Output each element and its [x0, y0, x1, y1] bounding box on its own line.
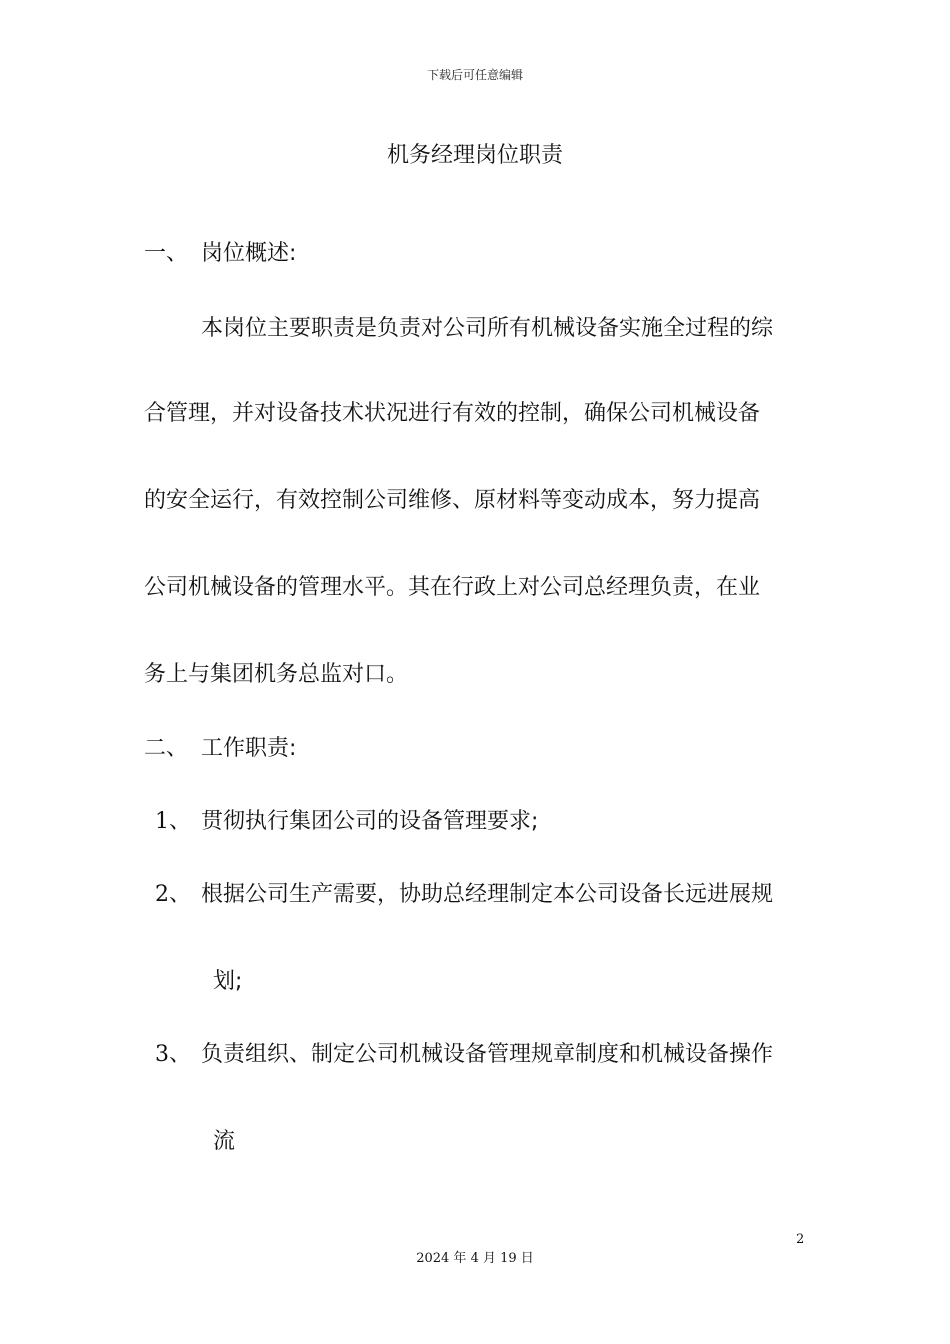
list-item-3-line-1: 负责组织、制定公司机械设备管理规章制度和机械设备操作 — [201, 1042, 774, 1067]
section1-line-1: 本岗位主要职责是负责对公司所有机械设备实施全过程的综 — [201, 316, 774, 341]
footer-date: 2024 年 4 月 19 日 — [416, 1251, 534, 1266]
list-item-2-line-1: 根据公司生产需要，协助总经理制定本公司设备长远进展规 — [201, 882, 774, 907]
page-number: 2 — [796, 1232, 805, 1247]
section1-line-5: 务上与集团机务总监对口。 — [144, 662, 409, 687]
section1-marker: 一、 — [144, 241, 189, 266]
section1-line-2: 合管理，并对设备技术状况进行有效的控制，确保公司机械设备 — [144, 401, 761, 426]
section2-heading: 工作职责: — [201, 736, 297, 761]
document-title: 机务经理岗位职责 — [386, 143, 563, 168]
list-item-3-line-2: 流 — [213, 1129, 236, 1154]
list-item-2-line-2: 划; — [213, 969, 243, 994]
list-item-3-number: 3、 — [155, 1042, 191, 1067]
list-item-1-line-1: 贯彻执行集团公司的设备管理要求; — [201, 809, 539, 834]
section1-line-4: 公司机械设备的管理水平。其在行政上对公司总经理负责，在业 — [144, 575, 761, 600]
list-item-1-number: 1、 — [155, 809, 191, 834]
section1-line-3: 的安全运行，有效控制公司维修、原材料等变动成本，努力提高 — [144, 488, 761, 513]
section1-heading: 岗位概述: — [201, 241, 297, 266]
section2-marker: 二、 — [144, 736, 189, 761]
list-item-2-number: 2、 — [155, 882, 191, 907]
header-note: 下载后可任意编辑 — [426, 68, 523, 82]
